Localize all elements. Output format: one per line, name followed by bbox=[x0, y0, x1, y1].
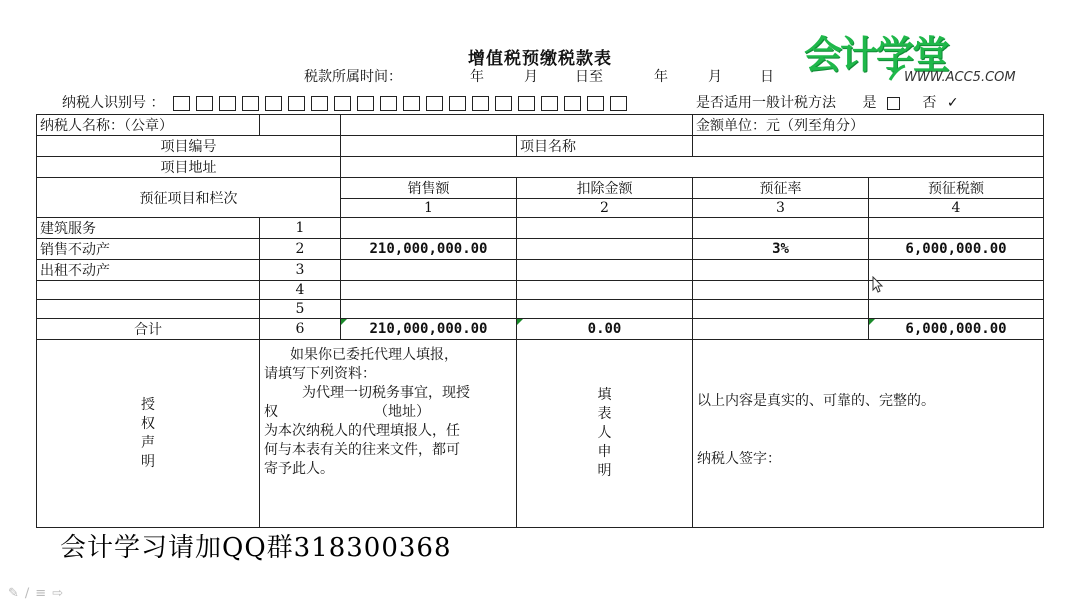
table-row bbox=[37, 239, 1044, 260]
taxpayer-id-box[interactable] bbox=[403, 96, 420, 111]
table-row bbox=[37, 281, 1044, 300]
agent-info-cell[interactable] bbox=[260, 340, 517, 528]
authorization-label bbox=[37, 340, 260, 528]
row-sales-cell[interactable] bbox=[341, 281, 517, 300]
row-item-name: 出租不动产 bbox=[37, 260, 260, 281]
taxpayer-id-box[interactable] bbox=[472, 96, 489, 111]
row-rate-cell[interactable] bbox=[693, 300, 869, 319]
authorization-char: 声 bbox=[141, 434, 155, 451]
col-number-1: 1 bbox=[341, 199, 517, 218]
menu-icon[interactable]: ≡ bbox=[35, 586, 53, 601]
row-tax-cell[interactable]: 6,000,000.00 bbox=[869, 239, 1044, 260]
logo-url: WWW.ACC5.COM bbox=[904, 70, 1016, 85]
total-deduction-cell[interactable] bbox=[517, 319, 693, 340]
taxpayer-id-box[interactable] bbox=[610, 96, 627, 111]
row-line-number: 2 bbox=[260, 239, 341, 260]
filler-char: 人 bbox=[597, 425, 612, 441]
period-day-to: 日至 bbox=[575, 69, 603, 85]
period-month-2: 月 bbox=[708, 69, 722, 85]
line-icon[interactable]: ∕ bbox=[24, 586, 36, 601]
taxpayer-id-box[interactable] bbox=[334, 96, 351, 111]
taxpayer-id-box[interactable] bbox=[288, 96, 305, 111]
row-line-number: 1 bbox=[260, 218, 341, 239]
period-year-1: 年 bbox=[470, 69, 484, 85]
taxpayer-id-box[interactable] bbox=[265, 96, 282, 111]
taxpayer-id-box[interactable] bbox=[242, 96, 259, 111]
taxpayer-id-box[interactable] bbox=[564, 96, 581, 111]
taxpayer-id-box[interactable] bbox=[380, 96, 397, 111]
row-tax-cell[interactable] bbox=[869, 281, 1044, 300]
taxpayer-id-box[interactable] bbox=[449, 96, 466, 111]
period-label: 税款所属时间： bbox=[304, 69, 402, 85]
col-number-4: 4 bbox=[869, 199, 1044, 218]
method-row bbox=[696, 92, 959, 112]
total-tax-cell[interactable] bbox=[869, 319, 1044, 340]
taxpayer-name-extra[interactable] bbox=[341, 115, 693, 136]
row-tax-cell[interactable] bbox=[869, 260, 1044, 281]
total-sales-cell[interactable] bbox=[341, 319, 517, 340]
taxpayer-id-box[interactable] bbox=[495, 96, 512, 111]
col-deduction-header: 扣除金额 bbox=[517, 178, 693, 199]
project-name-value[interactable] bbox=[693, 136, 1044, 157]
player-toolbar[interactable] bbox=[8, 586, 69, 601]
method-label: 是否适用一般计税方法 bbox=[696, 95, 836, 111]
col-rate-header: 预征率 bbox=[693, 178, 869, 199]
row-line-number: 5 bbox=[260, 300, 341, 319]
taxpayer-id-label: 纳税人识别号 ： bbox=[62, 95, 165, 111]
form-title: 增值税预缴税款表 bbox=[468, 49, 612, 69]
project-address-label: 项目地址 bbox=[37, 157, 341, 178]
taxpayer-id-boxes[interactable] bbox=[173, 95, 633, 111]
agent-text-7: 寄予此人。 bbox=[264, 461, 334, 477]
row-item-name bbox=[37, 300, 260, 319]
tax-form-table bbox=[36, 114, 1044, 528]
row-deduction-cell[interactable] bbox=[517, 218, 693, 239]
row-line-number: 3 bbox=[260, 260, 341, 281]
row-deduction-cell[interactable] bbox=[517, 300, 693, 319]
agent-text-5: 为本次纳税人的代理填报人，任 bbox=[264, 423, 460, 439]
row-item-name: 建筑服务 bbox=[37, 218, 260, 239]
agent-text-6: 何与本表有关的往来文件，都可 bbox=[264, 442, 460, 458]
mouse-cursor-icon bbox=[872, 276, 884, 294]
taxpayer-id-box[interactable] bbox=[173, 96, 190, 111]
row-tax-cell[interactable] bbox=[869, 300, 1044, 319]
row-sales-cell[interactable]: 210,000,000.00 bbox=[341, 239, 517, 260]
total-label: 合计 bbox=[37, 319, 260, 340]
total-tax-value: 6,000,000.00 bbox=[905, 321, 1007, 337]
row-line-number: 4 bbox=[260, 281, 341, 300]
row-rate-cell[interactable] bbox=[693, 281, 869, 300]
taxpayer-id-box[interactable] bbox=[518, 96, 535, 111]
agent-text-1: 如果你已委托代理人填报， bbox=[290, 347, 458, 363]
col-number-3: 3 bbox=[693, 199, 869, 218]
period-month-1: 月 bbox=[524, 69, 538, 85]
signature-label: 纳税人签字： bbox=[697, 451, 781, 467]
taxpayer-name-label: 纳税人名称：（公章） bbox=[37, 115, 260, 136]
filler-declaration-label bbox=[517, 340, 693, 528]
qq-group-watermark: 会计学习请加QQ群318300368 bbox=[60, 533, 452, 563]
row-deduction-cell[interactable] bbox=[517, 281, 693, 300]
row-tax-cell[interactable] bbox=[869, 218, 1044, 239]
filler-char: 填 bbox=[597, 387, 612, 403]
agent-text-2: 请填写下列资料： bbox=[264, 366, 376, 382]
pen-icon[interactable]: ✎ bbox=[8, 586, 25, 601]
row-sales-cell[interactable] bbox=[341, 218, 517, 239]
period-day-2: 日 bbox=[760, 69, 774, 85]
row-rate-cell[interactable] bbox=[693, 260, 869, 281]
total-sales-value: 210,000,000.00 bbox=[369, 321, 488, 337]
authorization-char: 权 bbox=[141, 415, 155, 432]
table-row bbox=[37, 218, 1044, 239]
taxpayer-id-box[interactable] bbox=[219, 96, 236, 111]
project-address-value[interactable] bbox=[341, 157, 1044, 178]
taxpayer-id-row bbox=[62, 92, 633, 112]
row-deduction-cell[interactable] bbox=[517, 260, 693, 281]
items-header: 预征项目和栏次 bbox=[37, 178, 341, 218]
row-rate-cell[interactable]: 3% bbox=[693, 239, 869, 260]
row-rate-cell[interactable] bbox=[693, 218, 869, 239]
declaration-text: 以上内容是真实的、可靠的、完整的。 bbox=[697, 393, 935, 409]
taxpayer-id-box[interactable] bbox=[196, 96, 213, 111]
col-tax-header: 预征税额 bbox=[869, 178, 1044, 199]
logo-text: 会计学堂 bbox=[804, 33, 949, 77]
filler-char: 申 bbox=[597, 444, 612, 460]
row-item-name bbox=[37, 281, 260, 300]
table-row bbox=[37, 300, 1044, 319]
taxpayer-id-box[interactable] bbox=[311, 96, 328, 111]
row-item-name: 销售不动产 bbox=[37, 239, 260, 260]
method-no-label: 否 bbox=[922, 95, 937, 111]
col-sales-header: 销售额 bbox=[341, 178, 517, 199]
project-no-value[interactable] bbox=[341, 136, 517, 157]
total-line-number: 6 bbox=[260, 319, 341, 340]
agent-text-3: 为代理一切税务事宜，现授 bbox=[302, 385, 470, 401]
col-number-2: 2 bbox=[517, 199, 693, 218]
method-yes-label: 是 bbox=[862, 95, 877, 111]
method-yes-checkbox[interactable] bbox=[887, 97, 900, 110]
row-sales-cell[interactable] bbox=[341, 300, 517, 319]
project-no-label: 项目编号 bbox=[37, 136, 341, 157]
filler-char: 明 bbox=[597, 463, 612, 479]
authorization-char: 明 bbox=[141, 453, 155, 470]
total-deduction-value: 0.00 bbox=[587, 321, 622, 337]
row-sales-cell[interactable] bbox=[341, 260, 517, 281]
taxpayer-id-box[interactable] bbox=[357, 96, 374, 111]
authorization-char: 授 bbox=[141, 396, 155, 413]
row-deduction-cell[interactable] bbox=[517, 239, 693, 260]
taxpayer-id-box[interactable] bbox=[541, 96, 558, 111]
taxpayer-id-box[interactable] bbox=[587, 96, 604, 111]
total-rate-cell[interactable] bbox=[693, 319, 869, 340]
agent-text-4b: （地址） bbox=[374, 404, 430, 420]
declaration-cell[interactable] bbox=[693, 340, 1044, 528]
agent-text-4: 权 bbox=[264, 404, 278, 420]
method-no-checkmark[interactable]: ✓ bbox=[946, 95, 959, 111]
amount-unit-label: 金额单位：元（列至角分） bbox=[693, 115, 1044, 136]
share-icon[interactable]: ⇨ bbox=[52, 586, 70, 601]
table-row bbox=[37, 260, 1044, 281]
brand-logo bbox=[800, 24, 1040, 94]
project-name-label: 项目名称 bbox=[517, 136, 693, 157]
taxpayer-name-value[interactable] bbox=[260, 115, 341, 136]
taxpayer-id-box[interactable] bbox=[426, 96, 443, 111]
filler-char: 表 bbox=[597, 406, 612, 422]
period-year-2: 年 bbox=[654, 69, 668, 85]
